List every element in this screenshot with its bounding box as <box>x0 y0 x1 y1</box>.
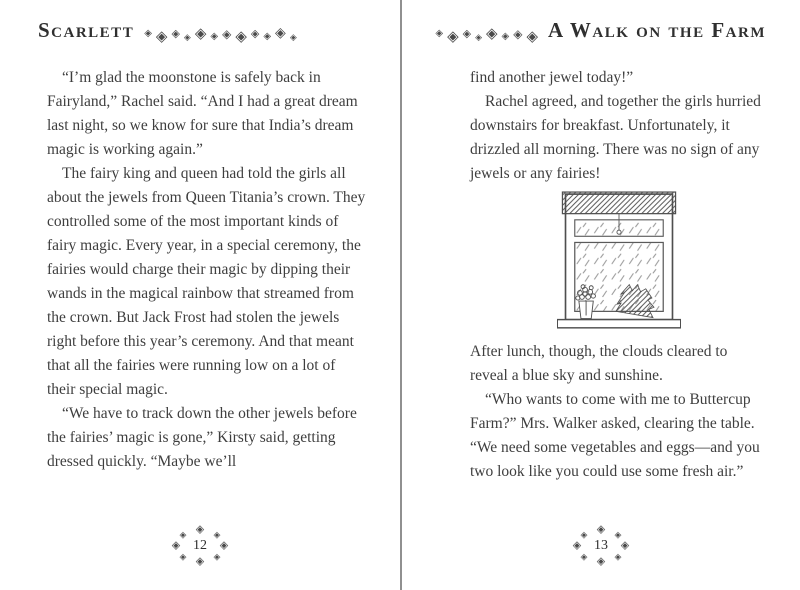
paragraph: “I’m glad the moonstone is safely back in Fairyland,” Rachel said. “And I had a great dream last night, so we know for sure that India’s dream magic is working again.” <box>47 69 358 158</box>
diamond-ornament-icon: ◈ <box>219 539 229 552</box>
diamond-ornament-icon: ◈ <box>486 25 498 42</box>
diamond-ornament-icon: ◈ <box>213 551 221 562</box>
diamond-ornament-icon: ◈ <box>596 523 606 536</box>
left-page-number: 12 <box>193 538 207 553</box>
right-page-header <box>402 0 800 48</box>
right-page-title: A Walk on the Farm <box>548 18 766 42</box>
diamond-ornament-icon: ◈ <box>263 31 272 42</box>
diamond-ornament-icon: ◈ <box>194 25 207 42</box>
diamond-ornament-icon: ◈ <box>526 28 539 45</box>
left-page-header <box>0 0 400 48</box>
illustration-container <box>470 190 768 334</box>
diamond-ornament-icon: ◈ <box>580 529 588 540</box>
paragraph: Rachel agreed, and together the girls hurried downstairs for breakfast. Unfortunately, it drizzled all morning. There was no sign of any jewels or any fairies! <box>470 93 761 182</box>
diamond-ornament-icon: ◈ <box>235 28 247 45</box>
right-page-number: 13 <box>594 538 608 553</box>
diamond-ornament-icon: ◈ <box>513 27 523 41</box>
right-page-body <box>402 66 800 484</box>
header-ornament-row <box>142 25 299 45</box>
diamond-ornament-icon: ◈ <box>596 555 606 568</box>
diamond-ornament-icon: ◈ <box>501 31 510 42</box>
diamond-ornament-icon: ◈ <box>447 28 459 45</box>
diamond-ornament-icon: ◈ <box>213 529 221 540</box>
windowsill <box>557 320 680 328</box>
rainy-window-illustration <box>557 190 681 334</box>
diamond-ornament-icon: ◈ <box>144 28 152 39</box>
diamond-ornament-icon: ◈ <box>572 539 582 552</box>
paragraph: find another jewel today!” <box>470 69 634 86</box>
diamond-ornament-icon: ◈ <box>250 27 260 40</box>
diamond-ornament-icon: ◈ <box>275 26 286 41</box>
diamond-ornament-icon: ◈ <box>614 529 622 540</box>
diamond-ornament-icon: ◈ <box>171 27 180 40</box>
diamond-ornament-icon: ◈ <box>179 551 187 562</box>
diamond-ornament-icon: ◈ <box>195 523 205 536</box>
left-page-title: Scarlett <box>38 18 135 42</box>
left-page-number-medallion <box>150 522 250 580</box>
right-page-number-medallion <box>551 522 651 580</box>
diamond-ornament-icon: ◈ <box>462 27 472 40</box>
diamond-ornament-icon: ◈ <box>475 31 482 42</box>
window-awning <box>562 192 675 214</box>
header-ornament-row <box>433 25 540 45</box>
diamond-ornament-icon: ◈ <box>195 555 205 568</box>
paragraph: The fairy king and queen had told the girls all about the jewels from Queen Titania’s crown. They controlled some of the most important kinds of fairy magic. Every year, in a special ceremony, the fairies would charge their magic by dipping their wands in the magical rainbow that streamed from the crown. But Jack Frost had stolen the jewels right before this year’s ceremony. And that meant that all the fairies were running low on a lot of their special magic. <box>47 165 366 398</box>
diamond-ornament-icon: ◈ <box>289 31 297 42</box>
paragraph: After lunch, though, the clouds cleared to reveal a blue sky and sunshine. <box>470 343 728 384</box>
diamond-ornament-icon: ◈ <box>155 28 168 45</box>
diamond-ornament-icon: ◈ <box>222 27 232 41</box>
diamond-ornament-icon: ◈ <box>210 31 219 42</box>
paragraph: “We have to track down the other jewels before the fairies’ magic is gone,” Kirsty said, getting dressed quickly. “Maybe we’ll <box>47 405 357 470</box>
diamond-ornament-icon: ◈ <box>614 551 622 562</box>
right-page <box>402 0 800 590</box>
diamond-ornament-icon: ◈ <box>183 31 191 42</box>
paragraph: “Who wants to come with me to Buttercup Farm?” Mrs. Walker asked, clearing the table. “We need some vegetables and eggs—and you two look like you could use some fresh air.” <box>470 391 760 480</box>
diamond-ornament-icon: ◈ <box>620 539 630 552</box>
diamond-ornament-icon: ◈ <box>179 529 187 540</box>
diamond-ornament-icon: ◈ <box>435 28 444 39</box>
diamond-ornament-icon: ◈ <box>580 551 588 562</box>
left-page-body <box>0 66 400 474</box>
diamond-ornament-icon: ◈ <box>171 539 181 552</box>
